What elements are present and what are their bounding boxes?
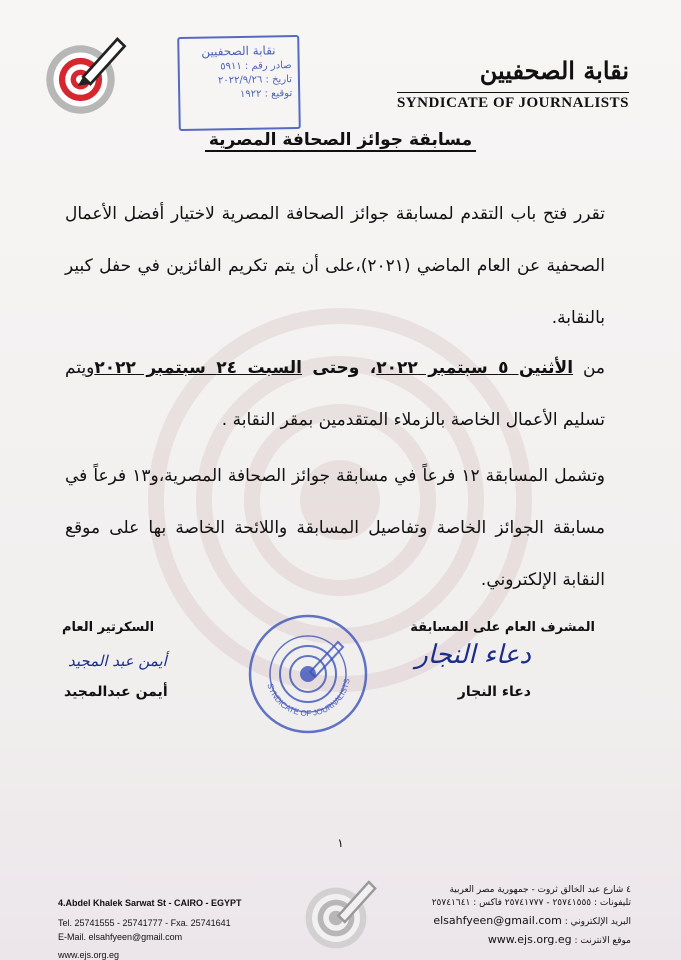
stamp-line-signature: توقيع : ١٩٢٢ bbox=[239, 88, 293, 100]
footer-website-en[interactable]: www.ejs.org.eg bbox=[58, 950, 120, 960]
footer-english-contact bbox=[58, 896, 242, 960]
footer-website-ar[interactable]: www.ejs.org.eg bbox=[487, 933, 572, 946]
page-number: ١ bbox=[337, 836, 344, 850]
heading-text: مسابقة جوائز الصحافة المصرية bbox=[205, 130, 476, 152]
footer-web-label-ar: موقع الانترنت : bbox=[574, 936, 631, 946]
dates-from: من bbox=[573, 358, 605, 378]
stamp-line-date: تاريخ : ٢٠٢٢/٩/٢٦ bbox=[217, 74, 293, 87]
footer-email-en[interactable]: E-Mail. elsahfyeen@gmail.com bbox=[58, 932, 183, 942]
end-date: السبت ٢٤ سبتمبر ٢٠٢٢ bbox=[94, 358, 302, 378]
stamp-line-number: صادر رقم : ٥٩١١ bbox=[220, 60, 292, 73]
footer-logo-icon bbox=[300, 874, 380, 954]
document-heading bbox=[0, 130, 681, 150]
footer-phones-ar: تليفونات : ٢٥٧٤١٥٥٥ - ٢٥٧٤١٧٧٧ فاكس : ٢٥٧٤١٦٤١ bbox=[431, 898, 631, 908]
paragraph-dates bbox=[65, 342, 605, 446]
footer-email-ar[interactable]: elsahfyeen@gmail.com bbox=[433, 914, 562, 927]
footer-address-ar: ٤ شارع عبد الخالق ثروت - جمهورية مصر العربية bbox=[449, 885, 631, 895]
footer-address-en: 4.Abdel Khalek Sarwat St - CAIRO - EGYPT bbox=[58, 898, 242, 908]
secretary-signature: أيمن عبد المجيد bbox=[68, 652, 167, 670]
secretary-title: السكرتير العام bbox=[62, 620, 155, 635]
secretary-name: أيمن عبدالمجيد bbox=[64, 684, 168, 700]
supervisor-name: دعاء النجار bbox=[457, 684, 531, 700]
syndicate-round-seal bbox=[246, 612, 370, 736]
syndicate-name-english: SYNDICATE OF JOURNALISTS bbox=[397, 92, 629, 112]
footer-arabic-contact bbox=[432, 884, 631, 948]
paragraph-branches: وتشمل المسابقة ١٢ فرعاً في مسابقة جوائز الصحافة المصرية،و١٣ فرعاً في مسابقة الجوائز الخاصة وتفاصيل المسابقة واللائحة الخاصة بها على موقع النقابة الإلكتروني. bbox=[65, 466, 606, 590]
footer-email-label-ar: البريد الإلكتروني : bbox=[564, 917, 631, 927]
dates-until: ، وحتى bbox=[301, 358, 377, 378]
supervisor-title: المشرف العام على المسابقة bbox=[410, 620, 595, 635]
svg-text:SYNDICATE OF JOURNALISTS bbox=[265, 678, 351, 718]
stamp-title: نقابة الصحفيين bbox=[201, 43, 276, 59]
footer-phones-en: Tel. 25741555 - 25741777 - Fxa. 25741641 bbox=[58, 918, 231, 928]
registration-stamp bbox=[177, 35, 301, 131]
start-date: الأثنين ٥ سبتمبر ٢٠٢٢ bbox=[376, 358, 574, 378]
seal-text: SYNDICATE OF JOURNALISTS bbox=[265, 677, 352, 719]
supervisor-signature: دعاء النجار bbox=[415, 640, 531, 670]
dates-rest: ويتم تسليم الأعمال الخاصة بالزملاء المتقدمين بمقر النقابة . bbox=[65, 358, 605, 430]
syndicate-logo-icon bbox=[40, 30, 130, 120]
syndicate-name-arabic: نقابة الصحفيين bbox=[479, 56, 629, 85]
paragraph-announcement: تقرر فتح باب التقدم لمسابقة جوائز الصحافة المصرية لاختيار أفضل الأعمال الصحفية عن العام الماضي (٢٠٢١)،على أن يتم تكريم الفائزين في حفل كبير بالنقابة. bbox=[65, 204, 605, 328]
